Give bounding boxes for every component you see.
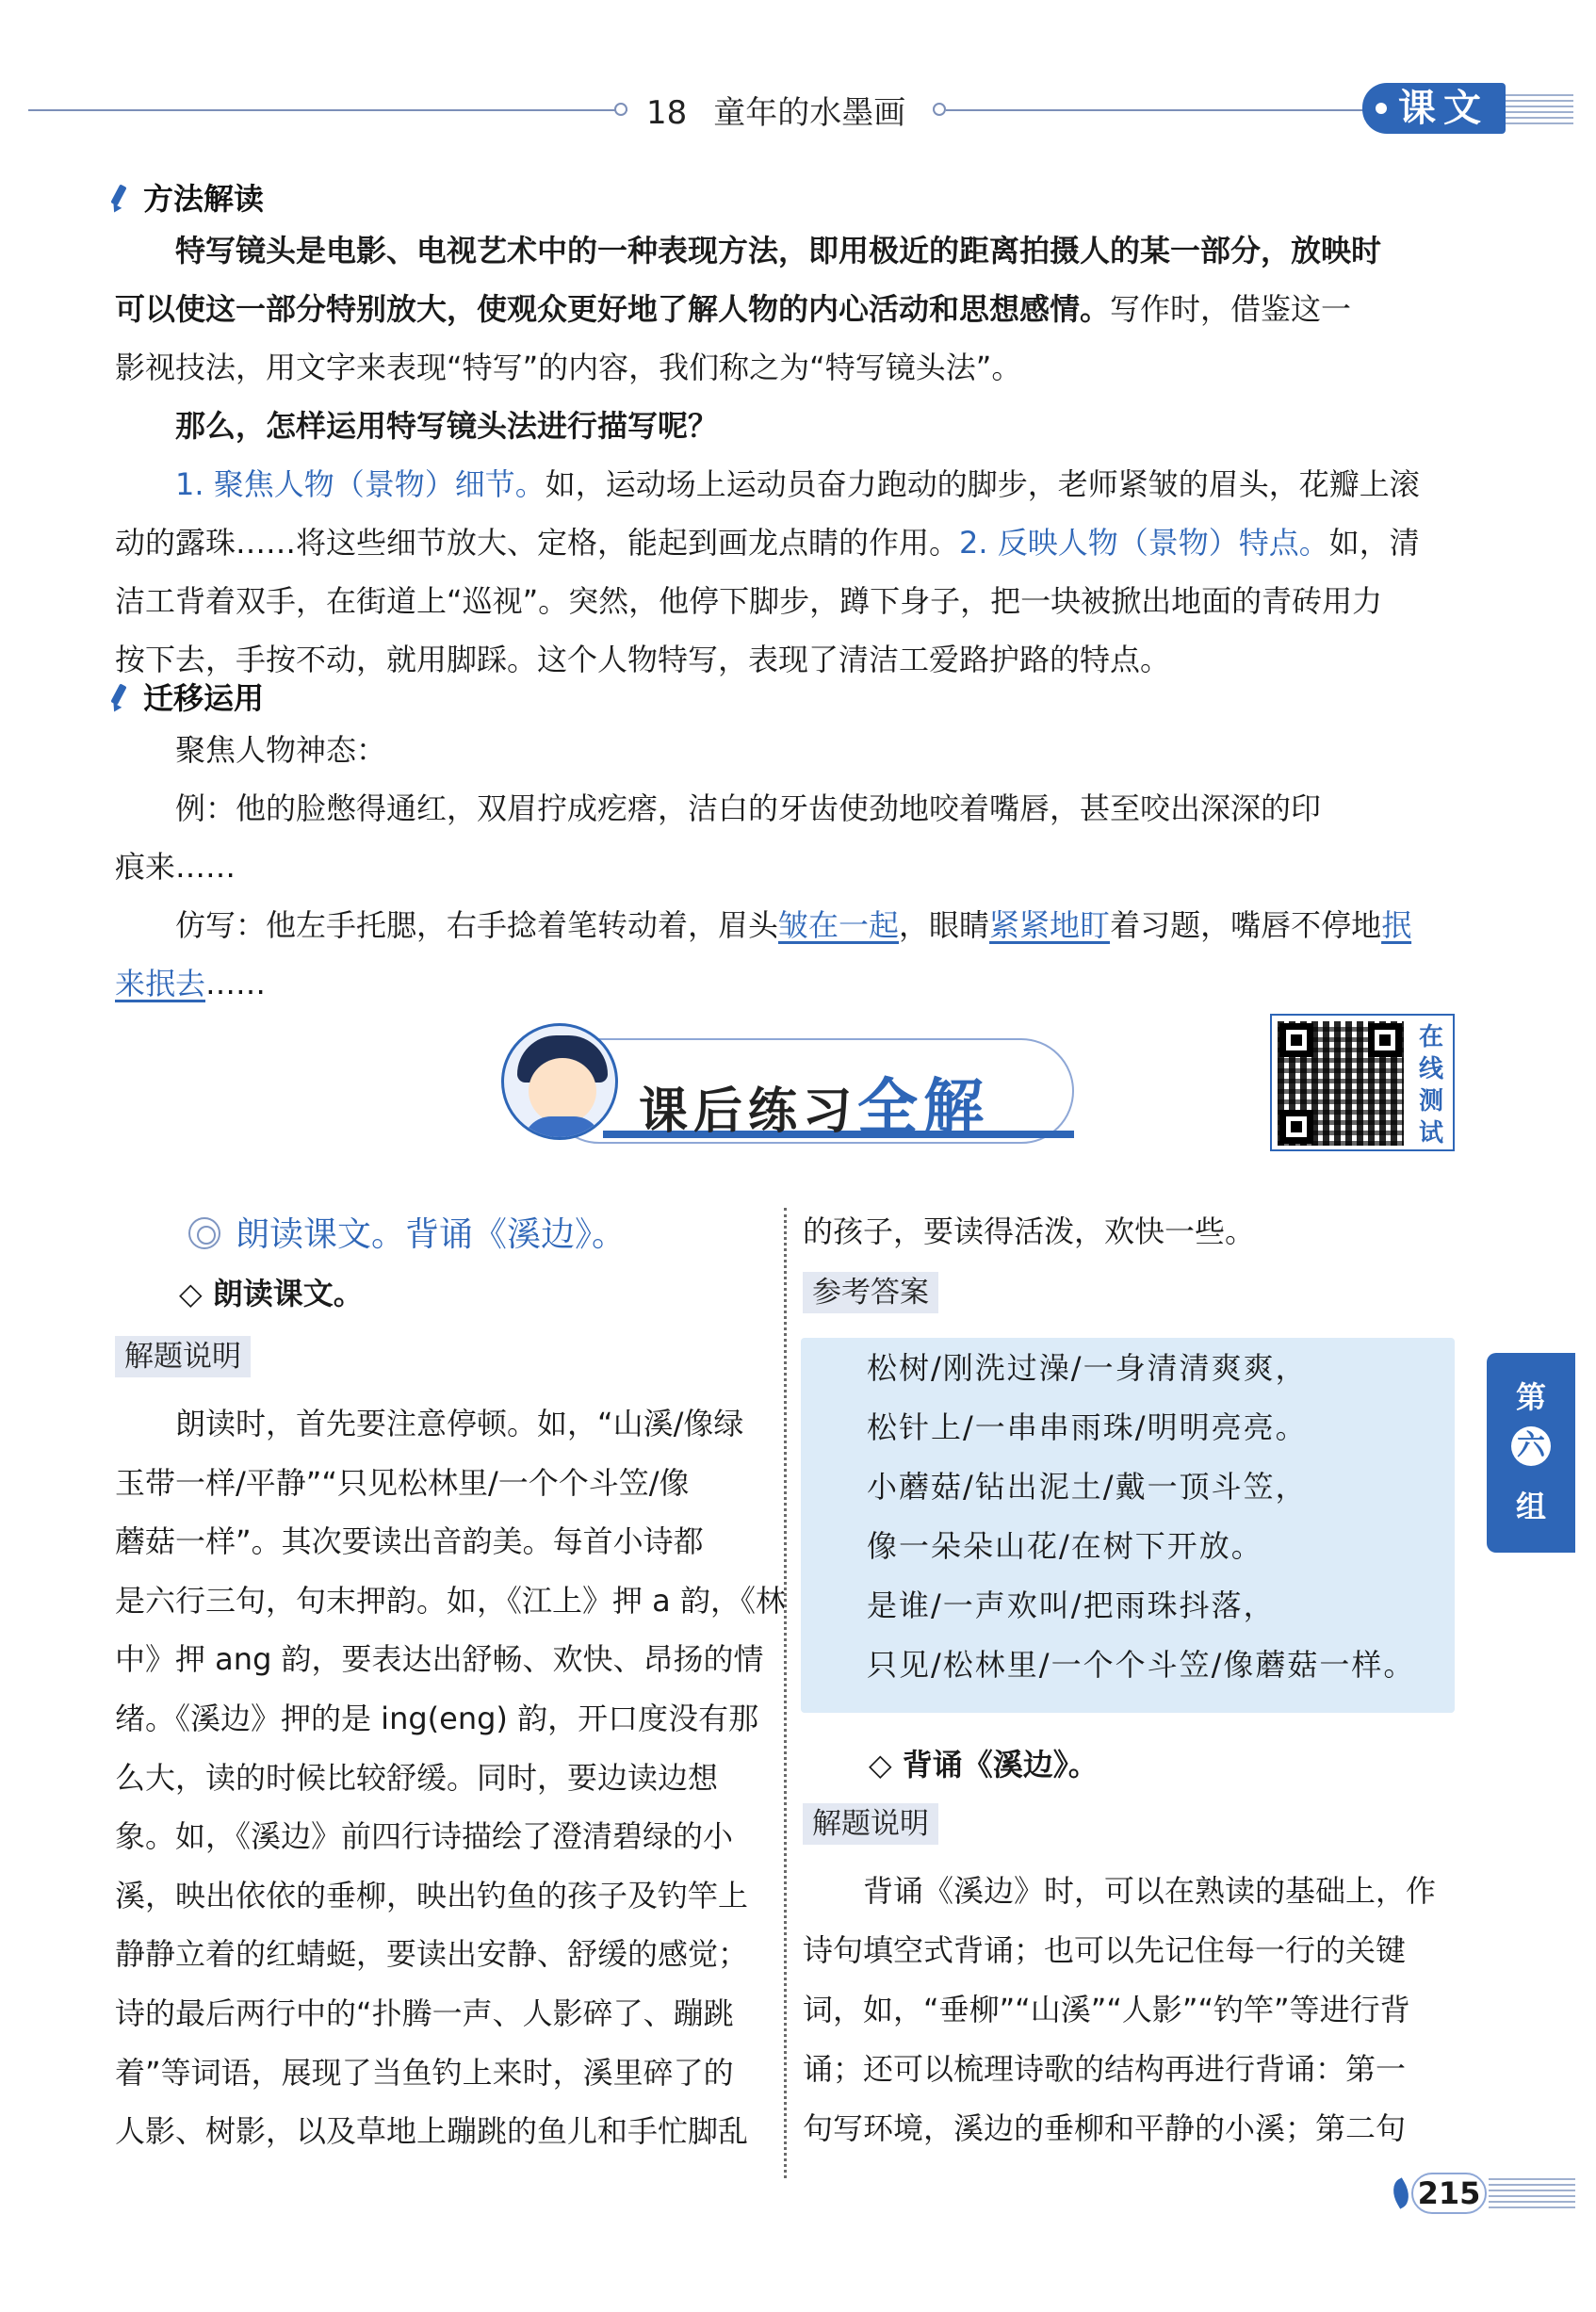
text-line: 诗的最后两行中的“扑腾一声、人影碎了、蹦跳 bbox=[115, 1995, 734, 2031]
text-line: 按下去，手按不动，就用脚踩。这个人物特写，表现了清洁工爱路护路的特点。 bbox=[115, 642, 1171, 677]
poem-line: 松树/刚洗过澡/一身清清爽爽， bbox=[867, 1350, 1308, 1386]
text-line: 绪。《溪边》押的是 ing(eng) 韵，开口度没有那 bbox=[115, 1701, 759, 1736]
section-tab-badge: 课文 bbox=[1362, 83, 1506, 134]
text-line: 诗句填空式背诵；也可以先记住每一行的关键 bbox=[803, 1932, 1407, 1968]
text-line: 仿写：他左手托腮，右手捻着笔转动着，眉头皱在一起，眼睛紧紧地盯着习题，嘴唇不停地抿 bbox=[175, 907, 1412, 943]
text-line: 象。如，《溪边》前四行诗描绘了澄清碧绿的小 bbox=[115, 1818, 734, 1855]
unit-side-tab[interactable]: 第 六 组 bbox=[1487, 1353, 1575, 1553]
text-line: 例：他的脸憋得通红，双眉拧成疙瘩，洁白的牙齿使劲地咬着嘴唇，甚至咬出深深的印 bbox=[175, 790, 1322, 826]
recite-subtitle: ◇ 背诵《溪边》。 bbox=[869, 1747, 1099, 1783]
explain-label-left: 解题说明 bbox=[115, 1336, 251, 1377]
method-heading: 方法解读 bbox=[111, 175, 264, 219]
pen-icon bbox=[111, 684, 126, 712]
question-icon bbox=[188, 1217, 220, 1249]
text-line: 词，如，“垂柳”“山溪”“人影”“钓竿”等进行背 bbox=[803, 1992, 1410, 2027]
boy-avatar-icon bbox=[501, 1023, 618, 1140]
qr-finder bbox=[1368, 1023, 1402, 1057]
qr-finder bbox=[1279, 1023, 1313, 1057]
pen-icon bbox=[111, 185, 126, 213]
header-stripes bbox=[1506, 94, 1573, 126]
question-title: 朗读课文。背诵《溪边》。 bbox=[188, 1208, 626, 1256]
text-line: 朗读时，首先要注意停顿。如，“山溪/像绿 bbox=[115, 1406, 744, 1441]
answer-label: 参考答案 bbox=[803, 1272, 938, 1313]
read-subtitle: ◇ 朗读课文。 bbox=[179, 1276, 364, 1311]
column-divider bbox=[784, 1208, 787, 2178]
text-line: 聚焦人物神态： bbox=[175, 732, 387, 768]
text-line: 特写镜头是电影、电视艺术中的一种表现方法，即用极近的距离拍摄人的某一部分，放映时 bbox=[175, 233, 1382, 269]
header-rule-left bbox=[28, 109, 627, 111]
page-header-title bbox=[646, 87, 905, 133]
online-test-qr[interactable] bbox=[1270, 1014, 1455, 1151]
text-line: 人影、树影，以及草地上蹦跳的鱼儿和手忙脚乱 bbox=[115, 2113, 749, 2150]
text-line: 诵；还可以梳理诗歌的结构再进行背诵：第一 bbox=[803, 2051, 1407, 2087]
qr-finder bbox=[1279, 1110, 1313, 1144]
text-line: 来抿去…… bbox=[115, 966, 267, 1001]
poem-line: 只见/松林里/一个个斗笠/像蘑菇一样。 bbox=[867, 1647, 1416, 1683]
text-line: 静静立着的红蜻蜓，要读出安静、舒缓的感觉； bbox=[115, 1936, 749, 1973]
page-number: 215 bbox=[1411, 2173, 1487, 2214]
text-line: 是六行三句，句末押韵。如，《江上》押 a 韵，《林 bbox=[115, 1582, 786, 1619]
text-line: 那么，怎样运用特写镜头法进行描写呢？ bbox=[175, 408, 719, 444]
text-line: 洁工背着双手，在街道上“巡视”。突然，他停下脚步，蹲下身子，把一块被掀出地面的青砖用力 bbox=[115, 583, 1383, 619]
exercise-banner-title: 课后练习全解 bbox=[639, 1073, 990, 1143]
text-line: 着”等词语，展现了当鱼钓上来时，溪里碎了的 bbox=[115, 2054, 734, 2091]
poem-line: 是谁/一声欢叫/把雨珠抖落， bbox=[867, 1587, 1276, 1623]
continuation-text: 的孩子，要读得活泼，欢快一些。 bbox=[803, 1213, 1256, 1249]
text-line: 影视技法，用文字来表现“特写”的内容，我们称之为“特写镜头法”。 bbox=[115, 350, 1022, 385]
text-line: 蘑菇一样”。其次要读出音韵美。每首小诗都 bbox=[115, 1523, 704, 1560]
header-rule-right bbox=[946, 109, 1366, 111]
explain-label-right: 解题说明 bbox=[803, 1803, 938, 1845]
header-dot-left bbox=[614, 103, 627, 116]
text-line: 背诵《溪边》时，可以在熟读的基础上，作 bbox=[803, 1873, 1437, 1909]
poem-line: 小蘑菇/钻出泥土/戴一顶斗笠， bbox=[867, 1469, 1308, 1505]
lesson-title: 童年的水墨画 bbox=[713, 94, 906, 132]
text-line: 玉带一样/平静”“只见松林里/一个个斗笠/像 bbox=[115, 1464, 690, 1501]
footer-stripes bbox=[1489, 2178, 1575, 2208]
transfer-heading: 迁移运用 bbox=[111, 675, 264, 718]
text-line: 中》押 ang 韵，要表达出舒畅、欢快、昂扬的情 bbox=[115, 1641, 764, 1678]
text-line: 可以使这一部分特别放大，使观众更好地了解人物的内心活动和思想感情。写作时，借鉴这一 bbox=[115, 291, 1352, 327]
poem-line: 像一朵朵山花/在树下开放。 bbox=[867, 1528, 1263, 1564]
text-line: 动的露珠……将这些细节放大、定格，能起到画龙点睛的作用。2. 反映人物（景物）特点。如，清 bbox=[115, 525, 1420, 561]
text-line: 么大，读的时候比较舒缓。同时，要边读边想 bbox=[115, 1759, 719, 1796]
text-line: 句写环境，溪边的垂柳和平静的小溪；第二句 bbox=[803, 2110, 1407, 2146]
qr-label: 在 线 测 试 bbox=[1418, 1023, 1443, 1148]
text-line: 溪，映出依依的垂柳，映出钓鱼的孩子及钓竿上 bbox=[115, 1877, 749, 1913]
header-dot-right bbox=[933, 103, 946, 116]
poem-line: 松针上/一串串雨珠/明明亮亮。 bbox=[867, 1409, 1308, 1445]
lesson-number: 18 bbox=[646, 94, 688, 132]
text-line: 痕来…… bbox=[115, 849, 236, 885]
text-line: 1. 聚焦人物（景物）细节。如，运动场上运动员奋力跑动的脚步，老师紧皱的眉头，花瓣上滚 bbox=[175, 466, 1420, 502]
